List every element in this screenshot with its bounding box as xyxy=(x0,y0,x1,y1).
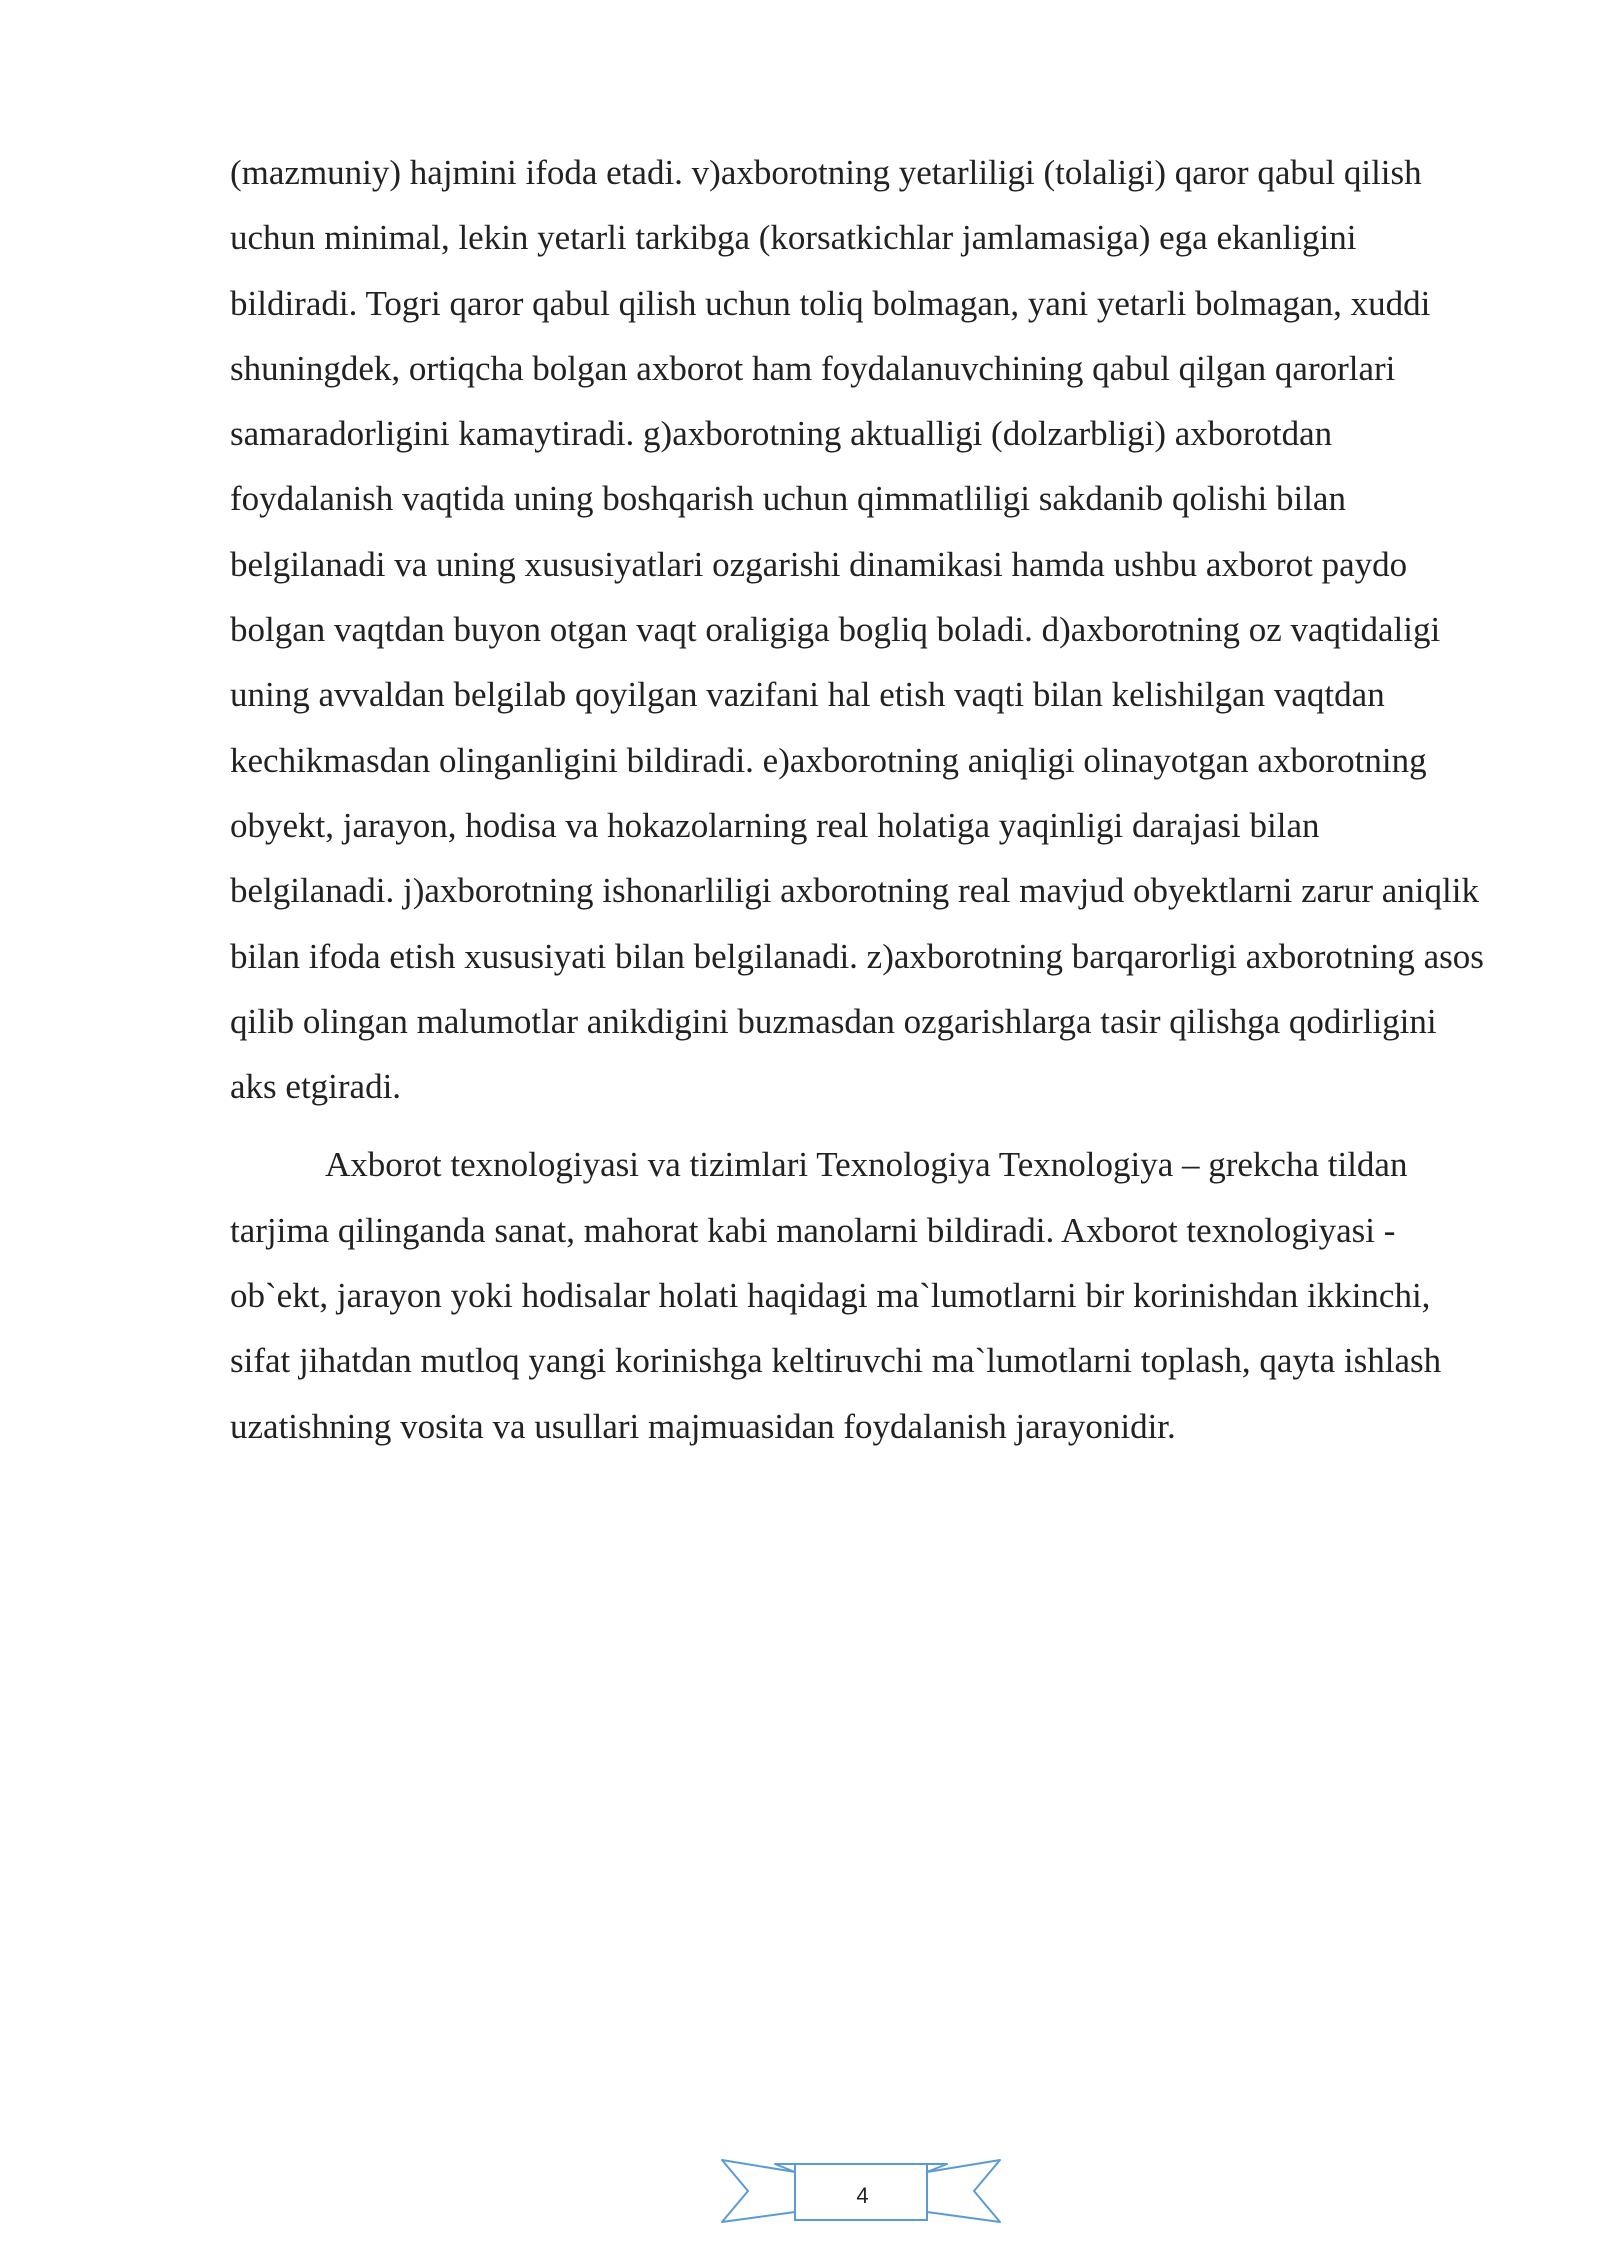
paragraph-2: Axborot texnologiyasi va tizimlari Texnologiya Texnologiya – grekcha tildan tarjima qilinganda sanat, mahorat kabi manolarni bildiradi. Axborot texnologiyasi - ob`ekt, jarayon yoki hodisalar holati haqidagi ma`lumotlarni bir korinishdan ikkinchi, sifat jihatdan mutloq yangi korinishga keltiruvchi ma`lumotlarni toplash, qayta ishlash uzatishning vosita va usullari majmuasidan foydalanish jarayonidir. xyxy=(230,1145,1442,1446)
body-text xyxy=(230,140,1490,1459)
ribbon-left-tail xyxy=(722,2160,795,2222)
ribbon-right-tail xyxy=(927,2160,1000,2222)
page-number: 4 xyxy=(856,2183,869,2208)
paragraph-1: (mazmuniy) hajmini ifoda etadi. v)axborotning yetarliligi (tolaligi) qaror qabul qilish uchun minimal, lekin yetarli tarkibga (korsatkichlar jamlamasiga) ega ekanligini bildiradi. Togri qaror qabul qilish uchun toliq bolmagan, yani yetarli bolmagan, xuddi shuningdek, ortiqcha bolgan axborot ham foydalanuvchining qabul qilgan qarorlari samaradorligini kamaytiradi. g)axborotning aktualligi (dolzarbligi) axborotdan foydalanish vaqtida uning boshqarish uchun qimmatliligi sakdanib qolishi bilan belgilanadi va uning xususiyatlari ozgarishi dinamikasi hamda ushbu axborot paydo bolgan vaqtdan buyon otgan vaqt oraligiga bogliq boladi. d)axborotning oz vaqtidaligi uning avvaldan belgilab qoyilgan vazifani hal etish vaqti bilan kelishilgan vaqtdan kechikmasdan olinganligini bildiradi. e)axborotning aniqligi olinayotgan axborotning obyekt, jarayon, hodisa va hokazolarning real holatiga yaqinligi darajasi bilan belgilanadi. j)axborotning ishonarliligi axborotning real mavjud obyektlarni zarur aniqlik bilan ifoda etish xususiyati bilan belgilanadi. z)axborotning barqarorligi axborotning asos qilib olingan malumotlar anikdigini buzmasdan ozgarishlarga tasir qilishga qodirligini aks etgiradi. xyxy=(230,153,1484,1107)
